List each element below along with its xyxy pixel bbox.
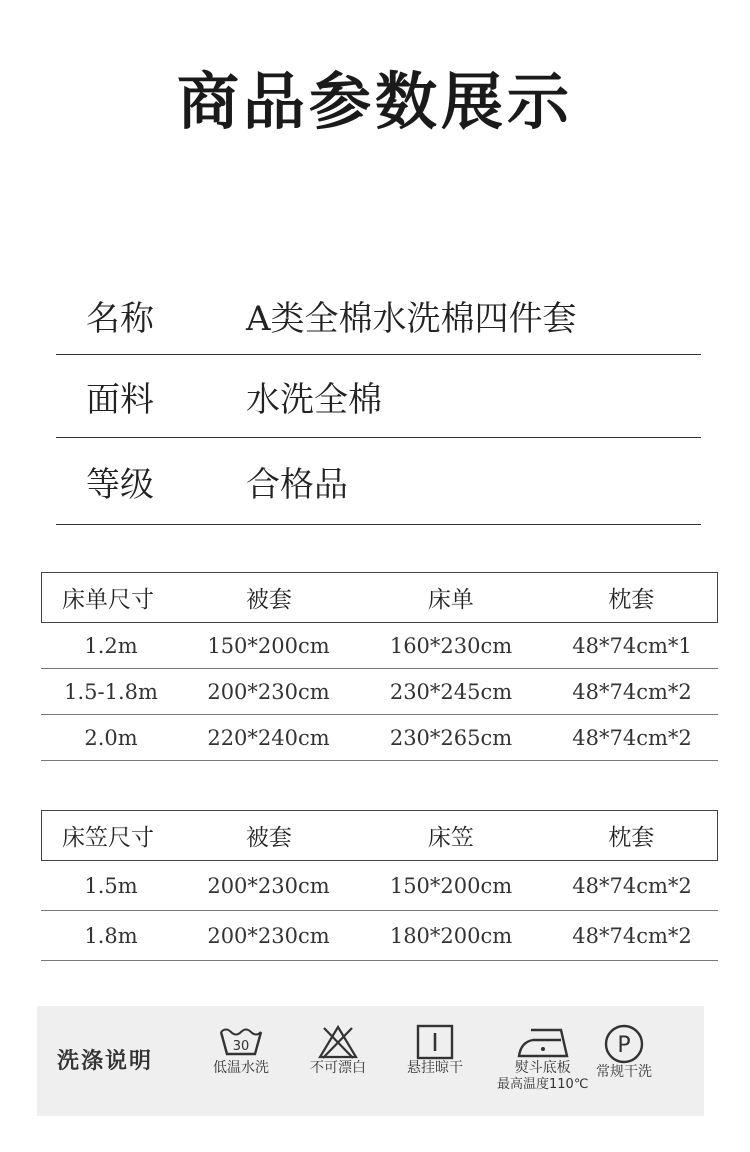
table-cell: 180*200cm — [389, 923, 513, 948]
table-header — [41, 572, 718, 623]
hang-dry-icon — [415, 1024, 455, 1060]
table-cell: 200*230cm — [207, 923, 330, 948]
table-cell: 220*240cm — [207, 725, 330, 750]
spec-row-grade — [56, 438, 701, 525]
care-label: 低温水洗 — [213, 1060, 269, 1076]
wash-temp-text: 30 — [232, 1039, 250, 1054]
care-instructions-panel — [37, 1006, 704, 1116]
table-cell: 48*74cm*2 — [572, 725, 692, 750]
wash-30-icon — [218, 1024, 264, 1060]
care-label: 悬挂晾干 — [407, 1060, 463, 1076]
header-cell: 床单尺寸 — [62, 587, 154, 613]
table-row — [41, 911, 718, 961]
iron-icon — [515, 1024, 571, 1060]
care-label: 熨斗底板 — [514, 1060, 571, 1076]
care-item-dry-clean — [596, 1024, 652, 1081]
care-sublabel: 最高温度110℃ — [497, 1077, 589, 1092]
table-cell: 48*74cm*2 — [572, 679, 692, 704]
table-cell: 2.0m — [84, 725, 138, 750]
table-header — [41, 810, 718, 861]
header-cell: 被套 — [245, 825, 292, 851]
fitted-sheet-size-table — [41, 810, 718, 961]
table-cell: 48*74cm*2 — [572, 873, 692, 898]
care-title: 洗涤说明 — [57, 1049, 154, 1074]
spec-value: A类全棉水洗棉四件套 — [246, 298, 577, 339]
table-cell: 200*230cm — [207, 873, 330, 898]
page-title: 商品参数展示 — [176, 65, 573, 138]
spec-label: 等级 — [86, 464, 154, 505]
care-label: 不可漂白 — [310, 1060, 366, 1076]
spec-row-fabric — [56, 355, 701, 438]
table-row — [41, 715, 718, 761]
table-cell: 230*245cm — [389, 679, 513, 704]
dry-clean-letter: P — [617, 1033, 631, 1058]
spec-row-name — [56, 276, 701, 355]
table-row — [41, 623, 718, 669]
table-row — [41, 669, 718, 715]
spec-label: 名称 — [86, 298, 154, 339]
spec-value: 水洗全棉 — [246, 379, 382, 420]
spec-list — [56, 276, 701, 525]
table-cell: 230*265cm — [389, 725, 513, 750]
spec-value: 合格品 — [246, 464, 348, 505]
table-cell: 200*230cm — [207, 679, 330, 704]
care-item-iron — [497, 1024, 588, 1093]
table-cell: 150*200cm — [207, 633, 330, 658]
table-cell: 1.8m — [84, 923, 138, 948]
table-cell: 160*230cm — [389, 633, 513, 658]
spec-label: 面料 — [86, 379, 154, 420]
table-cell: 1.2m — [84, 633, 138, 658]
header-cell: 床单 — [427, 587, 474, 613]
care-item-no-bleach — [310, 1024, 366, 1077]
header-cell: 床笠尺寸 — [62, 825, 154, 851]
table-cell: 1.5-1.8m — [64, 679, 158, 704]
table-cell: 48*74cm*1 — [572, 633, 692, 658]
header-cell: 被套 — [245, 587, 292, 613]
table-cell: 1.5m — [84, 873, 138, 898]
care-item-hang-dry — [407, 1024, 463, 1077]
care-label: 常规干洗 — [596, 1064, 652, 1080]
dry-clean-icon — [601, 1024, 647, 1064]
care-item-low-temp-wash — [213, 1024, 269, 1077]
header-cell: 枕套 — [608, 825, 655, 851]
header-cell: 枕套 — [608, 587, 655, 613]
table-cell: 48*74cm*2 — [572, 923, 692, 948]
bedsheet-size-table — [41, 572, 718, 761]
table-cell: 150*200cm — [389, 873, 513, 898]
table-row — [41, 861, 718, 911]
no-bleach-icon — [317, 1024, 359, 1060]
header-cell: 床笠 — [427, 825, 474, 851]
